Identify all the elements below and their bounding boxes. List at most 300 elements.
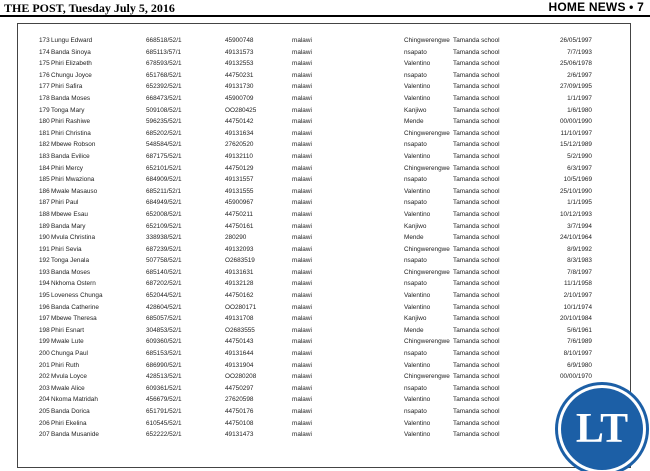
person-name: Mbewe Robson (51, 141, 96, 149)
nrc-number: 596235/52/1 (146, 118, 182, 126)
nationality: malawi (292, 71, 312, 79)
row-number: 173 (39, 37, 50, 44)
table-row (18, 407, 630, 419)
voter-card-number: 280290 (225, 234, 247, 242)
nrc-number: 687239/52/1 (146, 245, 182, 253)
polling-station: Tamanda school (453, 129, 500, 137)
date-of-birth: 15/12/1989 (560, 141, 592, 149)
table-row (18, 291, 630, 303)
table-row (18, 372, 630, 384)
polling-station: Tamanda school (453, 187, 500, 195)
residence: Valentino (404, 431, 431, 439)
nrc-number: 684909/52/1 (146, 176, 182, 184)
residence: Valentino (404, 83, 431, 91)
row-number: 192 (39, 257, 50, 265)
table-row (18, 256, 630, 268)
table-row (18, 233, 630, 245)
date-of-birth: 6/3/1997 (567, 164, 592, 172)
voter-card-number: 49131730 (225, 83, 254, 91)
date-of-birth: 10/5/1969 (563, 176, 592, 184)
table-row (18, 222, 630, 234)
date-of-birth: 8/10/1997 (563, 350, 592, 358)
polling-station: Tamanda school (453, 396, 500, 404)
person-name: Mbewe Theresa (51, 315, 97, 323)
person-name: Nkhoma Ostern (51, 280, 96, 288)
polling-station: Tamanda school (453, 164, 500, 172)
nrc-number: 684949/52/1 (146, 199, 182, 207)
residence: Kanjiwo (404, 222, 427, 230)
nrc-number: 304853/52/1 (146, 326, 182, 334)
nationality: malawi (292, 37, 312, 44)
voter-card-number: 44750161 (225, 222, 254, 230)
nationality: malawi (292, 384, 312, 392)
row-number: 197 (39, 315, 50, 323)
date-of-birth: 5/6/1961 (567, 326, 592, 334)
nrc-number: 507758/52/1 (146, 257, 182, 265)
voter-card-number: 44750231 (225, 71, 254, 79)
polling-station: Tamanda school (453, 210, 500, 218)
lt-logo (561, 388, 643, 470)
residence: nsapato (404, 350, 427, 358)
voter-card-number: 44750142 (225, 118, 254, 126)
person-name: Mwale Lute (51, 338, 84, 346)
date-of-birth: 1/1/1997 (567, 94, 592, 102)
voter-card-number: 49131473 (225, 431, 254, 439)
polling-station: Tamanda school (453, 361, 500, 369)
nrc-number: 652109/52/1 (146, 222, 182, 230)
person-name: Phiri Esnart (51, 326, 85, 334)
nationality: malawi (292, 292, 312, 300)
nrc-number: 685153/52/1 (146, 350, 182, 358)
newspaper-date-title: THE POST, Tuesday July 5, 2016 (4, 1, 175, 15)
person-name: Phiri Sevia (51, 245, 82, 253)
polling-station: Tamanda school (453, 408, 500, 415)
residence: nsapato (404, 176, 427, 184)
voter-card-number: 49131904 (225, 361, 254, 369)
voter-card-number: O2683555 (225, 326, 255, 334)
row-number: 182 (39, 141, 50, 149)
nationality: malawi (292, 350, 312, 358)
table-row (18, 268, 630, 280)
nrc-number: 687175/52/1 (146, 152, 182, 160)
polling-station: Tamanda school (453, 326, 500, 334)
voter-card-number: OO280425 (225, 106, 257, 114)
row-number: 190 (39, 234, 50, 242)
nrc-number: 456679/52/1 (146, 396, 182, 404)
polling-station: Tamanda school (453, 48, 500, 56)
table-row (18, 314, 630, 326)
date-of-birth: 7/7/1993 (567, 48, 592, 56)
voter-card-number: 44750143 (225, 338, 254, 346)
voter-card-number: 49131644 (225, 350, 254, 358)
date-of-birth: 00/00/1990 (560, 118, 592, 126)
table-row (18, 36, 630, 48)
nationality: malawi (292, 106, 312, 114)
row-number: 187 (39, 199, 50, 207)
polling-station: Tamanda school (453, 141, 500, 149)
voter-card-number: 49132110 (225, 152, 253, 160)
table-row (18, 48, 630, 60)
polling-station: Tamanda school (453, 280, 500, 288)
nationality: malawi (292, 141, 312, 149)
date-of-birth: 24/10/1964 (560, 234, 592, 242)
row-number: 207 (39, 431, 50, 439)
voter-card-number: 44750297 (225, 384, 254, 392)
date-of-birth: 1/6/1980 (567, 106, 592, 114)
person-name: Banda Moses (51, 94, 91, 102)
nationality: malawi (292, 164, 312, 172)
residence: nsapato (404, 280, 427, 288)
polling-station: Tamanda school (453, 199, 500, 207)
residence: nsapato (404, 199, 427, 207)
date-of-birth: 1/1/1995 (567, 199, 592, 207)
residence: Chingwerengwe (404, 338, 450, 346)
residence: Valentino (404, 419, 431, 427)
person-name: Mwale Masauso (51, 187, 98, 195)
residence: Valentino (404, 60, 431, 68)
row-number: 184 (39, 164, 50, 172)
date-of-birth: 25/10/1990 (560, 187, 592, 195)
polling-station: Tamanda school (453, 373, 500, 381)
polling-station: Tamanda school (453, 222, 500, 230)
nationality: malawi (292, 234, 312, 242)
residence: Valentino (404, 396, 431, 404)
residence: Mende (404, 326, 424, 334)
nrc-number: 652008/52/1 (146, 210, 182, 218)
nrc-number: 428604/52/1 (146, 303, 182, 311)
person-name: Phiri Elizabeth (51, 60, 92, 68)
row-number: 205 (39, 408, 50, 415)
table-row (18, 117, 630, 129)
residence: Valentino (404, 187, 431, 195)
nrc-number: 651791/52/1 (146, 408, 182, 415)
date-of-birth: 8/9/1992 (567, 245, 592, 253)
row-number: 196 (39, 303, 50, 311)
table-row (18, 140, 630, 152)
residence: nsapato (404, 408, 427, 415)
date-of-birth: 2/6/1997 (567, 71, 592, 79)
polling-station: Tamanda school (453, 60, 500, 68)
polling-station: Tamanda school (453, 257, 500, 265)
person-name: Phiri Ruth (51, 361, 80, 369)
row-number: 181 (39, 129, 50, 137)
table-row (18, 349, 630, 361)
table-row (18, 395, 630, 407)
polling-station: Tamanda school (453, 315, 500, 323)
row-number: 194 (39, 280, 50, 288)
nationality: malawi (292, 48, 312, 56)
row-number: 206 (39, 419, 50, 427)
residence: Mende (404, 118, 424, 126)
person-name: Mbewe Esau (51, 210, 88, 218)
nationality: malawi (292, 361, 312, 369)
person-name: Mvula Christina (51, 234, 96, 242)
row-number: 201 (39, 361, 50, 369)
residence: Valentino (404, 303, 431, 311)
polling-station: Tamanda school (453, 83, 500, 91)
nationality: malawi (292, 152, 312, 160)
person-name: Banda Evilice (51, 152, 90, 160)
row-number: 195 (39, 292, 50, 300)
row-number: 189 (39, 222, 50, 230)
person-name: Mwale Alice (51, 384, 85, 392)
nationality: malawi (292, 373, 312, 381)
voter-card-number: 27620520 (225, 141, 254, 149)
residence: nsapato (404, 71, 427, 79)
voter-card-number: 45900748 (225, 37, 254, 44)
person-name: Phiri Ekelina (51, 419, 87, 427)
row-number: 203 (39, 384, 50, 392)
polling-station: Tamanda school (453, 37, 500, 44)
residence: Kanjiwo (404, 106, 427, 114)
nrc-number: 548584/52/1 (146, 141, 182, 149)
nationality: malawi (292, 280, 312, 288)
polling-station: Tamanda school (453, 268, 500, 276)
voter-card-number: 45900967 (225, 199, 254, 207)
date-of-birth: 6/9/1980 (567, 361, 592, 369)
row-number: 193 (39, 268, 50, 276)
table-row (18, 384, 630, 396)
nrc-number: 685211/52/1 (146, 187, 182, 195)
voter-card-number: 44750162 (225, 292, 254, 300)
nationality: malawi (292, 408, 312, 415)
row-number: 188 (39, 210, 50, 218)
residence: Chingwerengwe (404, 37, 450, 44)
table-row (18, 337, 630, 349)
polling-station: Tamanda school (453, 152, 500, 160)
nationality: malawi (292, 60, 312, 68)
nrc-number: 687202/52/1 (146, 280, 182, 288)
row-number: 180 (39, 118, 50, 126)
nrc-number: 652222/52/1 (146, 431, 182, 439)
nationality: malawi (292, 199, 312, 207)
residence: Valentino (404, 361, 431, 369)
nationality: malawi (292, 176, 312, 184)
residence: nsapato (404, 48, 427, 56)
nationality: malawi (292, 222, 312, 230)
row-number: 174 (39, 48, 50, 56)
person-name: Lungu Edward (51, 37, 93, 44)
table-row (18, 419, 630, 431)
residence: nsapato (404, 384, 427, 392)
date-of-birth: 10/12/1993 (560, 210, 592, 218)
table-row (18, 129, 630, 141)
person-name: Phiri Mwaziona (51, 176, 95, 184)
person-name: Banda Dorica (51, 408, 90, 415)
residence: Kanjiwo (404, 315, 427, 323)
person-name: Phiri Christina (51, 129, 91, 137)
nationality: malawi (292, 245, 312, 253)
nationality: malawi (292, 268, 312, 276)
person-name: Banda Musanide (51, 431, 99, 439)
voter-card-number: 49132553 (225, 60, 254, 68)
person-name: Banda Mary (51, 222, 86, 230)
person-name: Nkoma Matridah (51, 396, 98, 404)
date-of-birth: 8/3/1983 (567, 257, 592, 265)
person-name: Chungu Joyce (51, 71, 92, 79)
nationality: malawi (292, 129, 312, 137)
nrc-number: 609360/52/1 (146, 338, 182, 346)
nationality: malawi (292, 315, 312, 323)
row-number: 185 (39, 176, 50, 184)
voter-card-number: 49131634 (225, 129, 254, 137)
polling-station: Tamanda school (453, 350, 500, 358)
polling-station: Tamanda school (453, 431, 500, 439)
date-of-birth: 7/6/1989 (567, 338, 592, 346)
nrc-number: 610545/52/1 (146, 419, 182, 427)
date-of-birth: 7/8/1997 (567, 268, 592, 276)
date-of-birth: 3/7/1994 (567, 222, 592, 230)
date-of-birth: 26/05/1997 (560, 37, 592, 44)
person-name: Phiri Mercy (51, 164, 83, 172)
nationality: malawi (292, 303, 312, 311)
polling-station: Tamanda school (453, 118, 500, 126)
row-number: 176 (39, 71, 50, 79)
logo-text: LT (575, 406, 629, 452)
table-row (18, 164, 630, 176)
polling-station: Tamanda school (453, 71, 500, 79)
nrc-number: 652392/52/1 (146, 83, 182, 91)
nrc-number: 686990/52/1 (146, 361, 182, 369)
masthead-rule (0, 15, 650, 17)
row-number: 178 (39, 94, 50, 102)
polling-station: Tamanda school (453, 419, 500, 427)
voter-card-number: 49131557 (225, 176, 254, 184)
voter-list-box (17, 23, 631, 468)
voter-list (18, 36, 630, 442)
nrc-number: 678593/52/1 (146, 60, 182, 68)
table-row (18, 187, 630, 199)
residence: Valentino (404, 152, 431, 160)
voter-card-number: OO280171 (225, 303, 257, 311)
residence: Valentino (404, 292, 431, 300)
date-of-birth: 27/09/1995 (560, 83, 592, 91)
nrc-number: 609361/52/1 (146, 384, 182, 392)
table-row (18, 106, 630, 118)
person-name: Mvula Loyce (51, 373, 87, 381)
voter-card-number: 44750176 (225, 408, 254, 415)
table-row (18, 71, 630, 83)
nationality: malawi (292, 257, 312, 265)
residence: Chingwerengwe (404, 164, 450, 172)
nationality: malawi (292, 431, 312, 439)
person-name: Phiri Rashiwe (51, 118, 91, 126)
person-name: Phiri Safira (51, 83, 83, 91)
row-number: 200 (39, 350, 50, 358)
voter-card-number: 49132093 (225, 245, 254, 253)
masthead (0, 0, 650, 16)
person-name: Phiri Paul (51, 199, 79, 207)
row-number: 177 (39, 83, 50, 91)
voter-card-number: 49131573 (225, 48, 254, 56)
residence: Valentino (404, 94, 431, 102)
nationality: malawi (292, 83, 312, 91)
person-name: Chunga Paul (51, 350, 88, 358)
polling-station: Tamanda school (453, 176, 500, 184)
date-of-birth: 5/2/1990 (567, 152, 592, 160)
nationality: malawi (292, 419, 312, 427)
nrc-number: 685140/52/1 (146, 268, 182, 276)
date-of-birth: 20/10/1984 (560, 315, 592, 323)
date-of-birth: 11/1/1958 (564, 280, 592, 288)
voter-card-number: 45900709 (225, 94, 254, 102)
row-number: 183 (39, 152, 50, 160)
row-number: 175 (39, 60, 50, 68)
nationality: malawi (292, 396, 312, 404)
nrc-number: 685113/57/1 (146, 48, 182, 56)
date-of-birth: 10/1/1974 (563, 303, 592, 311)
voter-card-number: 44750129 (225, 164, 254, 172)
nrc-number: 668518/52/1 (146, 37, 182, 44)
voter-card-number: 44750108 (225, 419, 254, 427)
nrc-number: 338938/52/1 (146, 234, 182, 242)
polling-station: Tamanda school (453, 384, 500, 392)
table-row (18, 303, 630, 315)
table-row (18, 198, 630, 210)
table-row (18, 175, 630, 187)
residence: Mende (404, 234, 424, 242)
nationality: malawi (292, 210, 312, 218)
row-number: 199 (39, 338, 50, 346)
table-row (18, 210, 630, 222)
nrc-number: 651768/52/1 (146, 71, 182, 79)
person-name: Banda Moses (51, 268, 91, 276)
nrc-number: 652101/52/1 (146, 164, 182, 172)
polling-station: Tamanda school (453, 292, 500, 300)
table-row (18, 82, 630, 94)
table-row (18, 245, 630, 257)
date-of-birth: 25/06/1978 (560, 60, 592, 68)
date-of-birth: 11/10/1997 (560, 129, 592, 137)
person-name: Banda Catherine (51, 303, 99, 311)
voter-card-number: 49131555 (225, 187, 254, 195)
voter-card-number: O2683519 (225, 257, 255, 265)
voter-card-number: 27620598 (225, 396, 254, 404)
person-name: Tonga Mary (51, 106, 85, 114)
nationality: malawi (292, 338, 312, 346)
polling-station: Tamanda school (453, 106, 500, 114)
nationality: malawi (292, 187, 312, 195)
polling-station: Tamanda school (453, 94, 500, 102)
polling-station: Tamanda school (453, 245, 500, 253)
residence: nsapato (404, 141, 427, 149)
table-row (18, 152, 630, 164)
nrc-number: 428513/52/1 (146, 373, 182, 381)
polling-station: Tamanda school (453, 338, 500, 346)
nationality: malawi (292, 94, 312, 102)
residence: Chingwerengwe (404, 373, 450, 381)
voter-card-number: 44750211 (225, 210, 253, 218)
nrc-number: 668473/52/1 (146, 94, 182, 102)
table-row (18, 94, 630, 106)
row-number: 202 (39, 373, 50, 381)
row-number: 191 (39, 245, 50, 253)
date-of-birth: 00/00/1970 (560, 373, 592, 381)
voter-card-number: 49131631 (225, 268, 254, 276)
person-name: Loveness Chunga (51, 292, 103, 300)
nrc-number: 652044/52/1 (146, 292, 182, 300)
voter-card-number: 49132128 (225, 280, 254, 288)
residence: Valentino (404, 210, 431, 218)
nrc-number: 685202/52/1 (146, 129, 182, 137)
table-row (18, 59, 630, 71)
residence: Chingwerengwe (404, 268, 450, 276)
residence: Chingwerengwe (404, 129, 450, 137)
row-number: 179 (39, 106, 50, 114)
polling-station: Tamanda school (453, 234, 500, 242)
nrc-number: 509108/52/1 (146, 106, 182, 114)
nrc-number: 685057/52/1 (146, 315, 182, 323)
